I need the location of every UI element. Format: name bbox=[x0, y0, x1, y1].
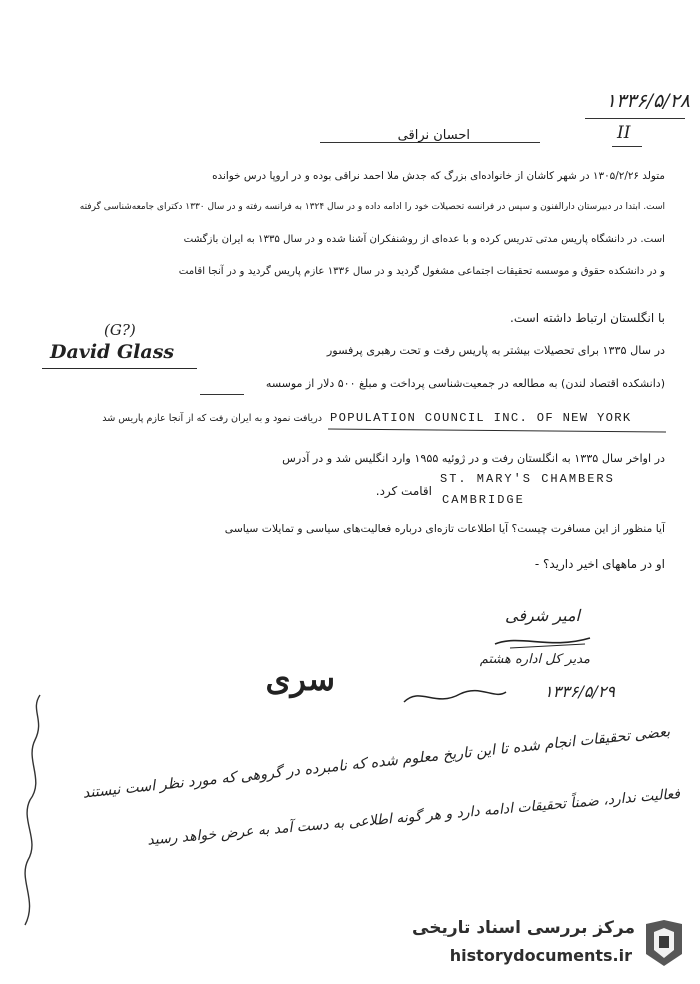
margin-note-edge-scribbles bbox=[0, 690, 60, 950]
body-line-1: متولد ۱۳۰۵/۲/۲۶ در شهر کاشان از خانواده‌ای بزرگ که جدش ملا احمد نراقی بوده و در اروپا درس خوانده bbox=[212, 170, 665, 182]
subject-title: احسان نراقی bbox=[397, 128, 470, 143]
body-line-5: با انگلستان ارتباط داشته است. bbox=[510, 311, 665, 325]
reference-mark-underline bbox=[612, 146, 642, 147]
watermark-logo-icon bbox=[642, 918, 686, 968]
population-council: POPULATION COUNCIL INC. OF NEW YORK bbox=[330, 411, 632, 425]
watermark bbox=[412, 912, 690, 976]
body-line-2: است. ابتدا در دبیرستان دارالفنون و سپس در فرانسه تحصیلات خود را ادامه داده و در سال ۱۳۲۴ به فرانسه رفته و در سال ۱۳۳۰ دکترای جامعه‌شناسی گرفته bbox=[79, 202, 665, 212]
population-council-underline bbox=[328, 429, 666, 433]
signature-date: ۱۳۳۶/۵/۲۹ bbox=[544, 682, 615, 701]
address-suffix: اقامت کرد. bbox=[375, 484, 432, 498]
handwritten-name-underline bbox=[42, 368, 197, 369]
margin-note-line-2: فعالیت ندارد، ضمناً تحقیقات ادامه دارد و هر گونه اطلاعی به دست آمد به عرض خواهد رسید bbox=[146, 786, 681, 849]
amount-underline bbox=[200, 394, 244, 395]
address-line-2: CAMBRIDGE bbox=[442, 493, 525, 507]
watermark-org-name: مرکز بررسی اسناد تاریخی bbox=[412, 918, 635, 938]
para2-line-4: در اواخر سال ۱۳۳۵ به انگلستان رفت و در ژوئیه ۱۹۵۵ وارد انگلیس شد و در آدرس bbox=[282, 452, 665, 465]
watermark-url: historydocuments.ir bbox=[449, 946, 632, 965]
header-date-underline bbox=[585, 118, 685, 119]
body-line-4: و در دانشکده حقوق و موسسه تحقیقات اجتماعی مشغول گردید و در سال ۱۳۳۶ عازم پاریس گردید و در آنجا اقامت bbox=[178, 266, 665, 277]
subject-underline bbox=[320, 142, 540, 143]
margin-note-line-1: بعضی تحقیقات انجام شده تا این تاریخ معلوم شده که نامبرده در گروهی که مورد نظر است نیستند bbox=[81, 724, 671, 802]
signature-flourish bbox=[490, 630, 600, 652]
question-line-2: او در ماههای اخیر دارید؟ - bbox=[534, 557, 665, 571]
stamp-secret: سری bbox=[265, 660, 335, 698]
para2-line-1: در سال ۱۳۳۵ برای تحصیلات بیشتر به پاریس رفت و تحت رهبری پرفسور bbox=[326, 344, 665, 357]
reference-mark: II bbox=[617, 123, 631, 143]
para2-line-2: (دانشکده اقتصاد لندن) به مطالعه در جمعیت‌شناسی پرداخت و مبلغ ۵۰۰ دلار از موسسه bbox=[265, 377, 665, 390]
handwritten-query: (G?) bbox=[104, 321, 136, 339]
question-line-1: آیا منظور از این مسافرت چیست؟ آیا اطلاعات تازه‌ای درباره فعالیت‌های سیاسی و تمایلات سیاسی bbox=[224, 522, 665, 535]
signature-date-stroke bbox=[400, 680, 510, 710]
signature-name: امیر شرفی bbox=[505, 606, 580, 625]
para2-line-3: دریافت نمود و به ایران رفت که از آنجا عازم پاریس شد bbox=[102, 413, 322, 424]
header-date: ۱۳۳۶/۵/۲۸ bbox=[605, 90, 690, 112]
address-line-1: ST. MARY'S CHAMBERS bbox=[440, 472, 615, 486]
body-line-3: است. در دانشگاه پاریس مدتی تدریس کرده و با عده‌ای از روشنفکران آشنا شده و در سال ۱۳۳۵ به ایران بازگشت bbox=[183, 234, 665, 245]
handwritten-name: David Glass bbox=[50, 341, 175, 363]
signature-title: مدیر کل اداره هشتم bbox=[479, 652, 590, 667]
